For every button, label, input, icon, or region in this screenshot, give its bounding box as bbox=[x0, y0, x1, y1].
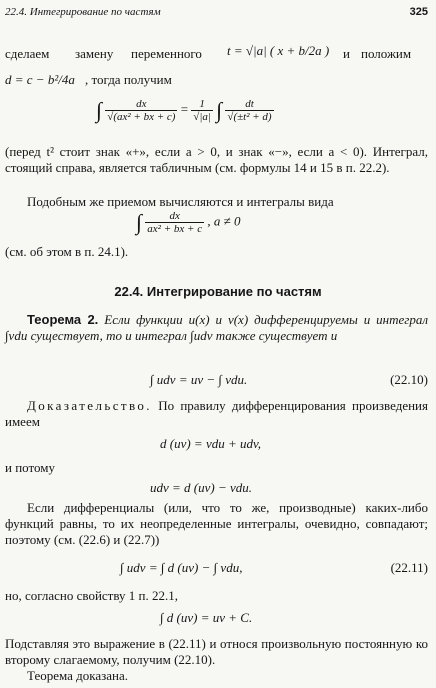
page-number: 325 bbox=[409, 6, 428, 18]
fraction-denominator: √(ax² + bx + c) bbox=[107, 111, 176, 123]
header-section-title: 22.4. Интегрирование по частям bbox=[5, 6, 161, 18]
intro-word: переменного bbox=[131, 46, 202, 61]
running-header bbox=[5, 6, 428, 20]
fraction-numerator: dt bbox=[225, 98, 273, 111]
theorem-label: Теорема 2. bbox=[27, 312, 99, 327]
intro-word: сделаем bbox=[5, 46, 50, 61]
paragraph-reference: (см. об этом в п. 24.1). bbox=[5, 244, 129, 259]
intro-word: и bbox=[343, 46, 350, 61]
equation-number: (22.11) bbox=[390, 560, 428, 575]
proof-paragraph bbox=[5, 398, 428, 430]
paragraph-property: но, согласно свойству 1 п. 22.1, bbox=[5, 588, 179, 603]
equation-22-11: ∫ udv = ∫ d (uv) − ∫ vdu, bbox=[120, 560, 243, 575]
therefore-text: и потому bbox=[5, 460, 55, 475]
equation-product-differential: d (uv) = vdu + udv, bbox=[160, 436, 262, 451]
substitution-formula: t = √|a| ( x + b/2a ) bbox=[227, 43, 330, 58]
fraction-numerator: 1 bbox=[191, 98, 213, 111]
equation-number: (22.10) bbox=[390, 372, 428, 387]
theorem-proven: Теорема доказана. bbox=[27, 668, 129, 683]
proof-text: По правилу дифференцирования произведения имеем bbox=[5, 398, 428, 429]
fraction-denominator: √|a| bbox=[193, 111, 211, 123]
fraction-denominator: ax² + bx + c bbox=[147, 223, 203, 235]
equals-sign: = bbox=[180, 101, 189, 117]
formula-condition: , a ≠ 0 bbox=[207, 213, 241, 229]
fraction-denominator: √(±t² + d) bbox=[227, 111, 272, 123]
proof-label: Доказательство. bbox=[27, 398, 152, 413]
section-heading: 22.4. Интегрирование по частям bbox=[114, 284, 322, 299]
equation-integral-of-differential: ∫ d (uv) = uv + C. bbox=[160, 610, 253, 625]
intro-line-2 bbox=[5, 72, 428, 88]
formula-quadratic-integral: ∫ $\frac{dx}{\text{ax² + bx + c}}$ , a ≠ 0 bbox=[136, 209, 241, 235]
fraction-numerator: dx bbox=[105, 98, 177, 111]
theorem-statement bbox=[5, 312, 428, 344]
intro-text: , тогда получим bbox=[85, 72, 172, 87]
equation-22-10: ∫ udv = uv − ∫ vdu. bbox=[150, 372, 248, 387]
equation-udv: udv = d (uv) − vdu. bbox=[150, 480, 253, 495]
paragraph-similar-integrals: Подобным же приемом вычисляются и интегралы вида bbox=[27, 194, 334, 209]
paragraph-sign-note: (перед t² стоит знак «+», если a > 0, и знак «−», если a < 0). Интеграл, стоящий справа, является табличным (см. формулы 14 и 15 в п. 22.2). bbox=[5, 144, 428, 175]
paragraph-differentials: Если дифференциалы (или, что то же, производные) каких-либо функций равны, то их неопределенные интегралы, очевидно, совпадают; поэтому (см. (22.6) и (22.7)) bbox=[5, 500, 428, 547]
intro-word: замену bbox=[75, 46, 114, 61]
intro-line-1 bbox=[5, 43, 428, 62]
formula-substitution-integral: ∫ $\frac{dx}{\text{√(ax² + bx + c)}}$ = $\frac{1}{√|a|}$ ∫ $\frac{dt}{\text{√(±t² + d)}}$ bbox=[96, 97, 272, 123]
d-definition-formula: d = c − b²/4a bbox=[5, 72, 75, 87]
fraction-numerator: dx bbox=[145, 210, 204, 223]
paragraph-substitution: Подставляя это выражение в (22.11) и относя произвольную постоянную ко второму слагаемому, получим (22.10). bbox=[5, 636, 428, 667]
theorem-text: Если функции u(x) и v(x) дифференцируемы и интеграл ∫vdu существует, то и интеграл ∫udv также существует и bbox=[5, 312, 429, 343]
intro-word: положим bbox=[361, 46, 412, 61]
